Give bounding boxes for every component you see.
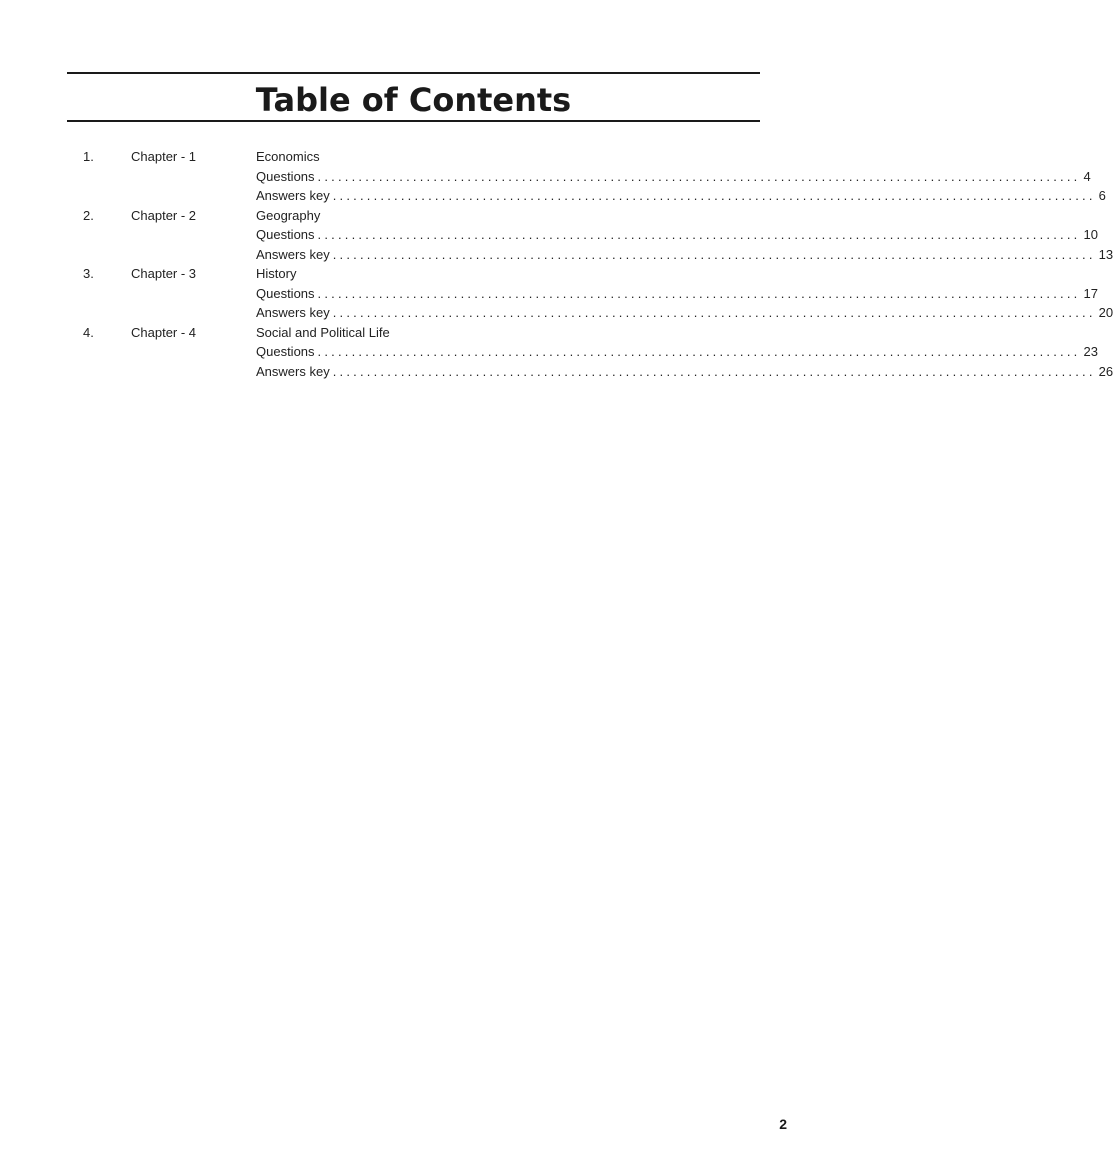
entry-label: Answers key <box>256 246 330 262</box>
entry-page-number: 6 <box>1096 186 1106 206</box>
entry-label: Questions <box>256 344 315 359</box>
toc-entry-row[interactable] <box>0 303 1113 323</box>
chapter-label: Chapter - 3 <box>131 266 197 281</box>
chapter-number: 2. <box>83 207 94 223</box>
chapter-number: 4. <box>83 324 94 340</box>
chapter-subject: History <box>256 266 297 281</box>
dot-leader: ................................................................................................................ <box>332 188 1096 203</box>
chapter-subject: Economics <box>256 149 320 164</box>
entry-label: Answers key <box>256 305 330 320</box>
dot-leader: ................................................................................................................ <box>317 227 1081 242</box>
entry-page-number: 23 <box>1080 342 1097 362</box>
bottom-rule <box>67 120 760 122</box>
toc-entry-row[interactable] <box>0 342 1098 362</box>
toc-entry-row[interactable] <box>0 245 1113 265</box>
entry-page-number: 26 <box>1096 362 1113 382</box>
toc-chapter-row[interactable] <box>0 323 827 343</box>
chapter-subject: Social and Political Life <box>256 324 390 340</box>
dot-leader: ................................................................................................................ <box>317 285 1081 301</box>
entry-label: Questions <box>256 168 315 184</box>
entry-page-number: 4 <box>1080 167 1090 187</box>
top-rule <box>67 72 760 74</box>
entry-page-number: 17 <box>1080 284 1097 304</box>
toc-entry-row[interactable] <box>0 225 1098 245</box>
entry-page-number: 10 <box>1080 225 1097 245</box>
chapter-label: Chapter - 1 <box>131 149 197 164</box>
dot-leader: ................................................................................................................ <box>332 363 1096 379</box>
toc-chapter-row[interactable] <box>0 147 827 167</box>
entry-label: Answers key <box>256 188 330 203</box>
toc-chapter-row[interactable] <box>0 206 827 226</box>
chapter-subject: Geography <box>256 207 321 223</box>
page-title: Table of Contents <box>255 81 572 119</box>
toc-entry-row[interactable] <box>0 284 1098 304</box>
toc-chapter-row[interactable] <box>0 264 827 284</box>
toc-list <box>0 147 1113 381</box>
chapter-label: Chapter - 2 <box>131 207 197 223</box>
chapter-label: Chapter - 4 <box>131 324 197 340</box>
entry-label: Questions <box>256 227 315 242</box>
chapter-number: 1. <box>83 149 94 164</box>
toc-entry-row[interactable] <box>0 186 1106 206</box>
toc-entry-row[interactable] <box>0 362 1113 382</box>
entry-page-number: 20 <box>1096 303 1113 323</box>
toc-entry-row[interactable] <box>0 167 1091 187</box>
dot-leader: ................................................................................................................ <box>332 305 1096 320</box>
chapter-number: 3. <box>83 266 94 281</box>
entry-label: Answers key <box>256 363 330 379</box>
dot-leader: ................................................................................................................ <box>317 344 1081 359</box>
dot-leader: ................................................................................................................ <box>332 246 1096 262</box>
dot-leader: ................................................................................................................ <box>317 168 1081 184</box>
entry-label: Questions <box>256 285 315 301</box>
page-number: 2 <box>779 1116 787 1132</box>
entry-page-number: 13 <box>1096 245 1113 265</box>
